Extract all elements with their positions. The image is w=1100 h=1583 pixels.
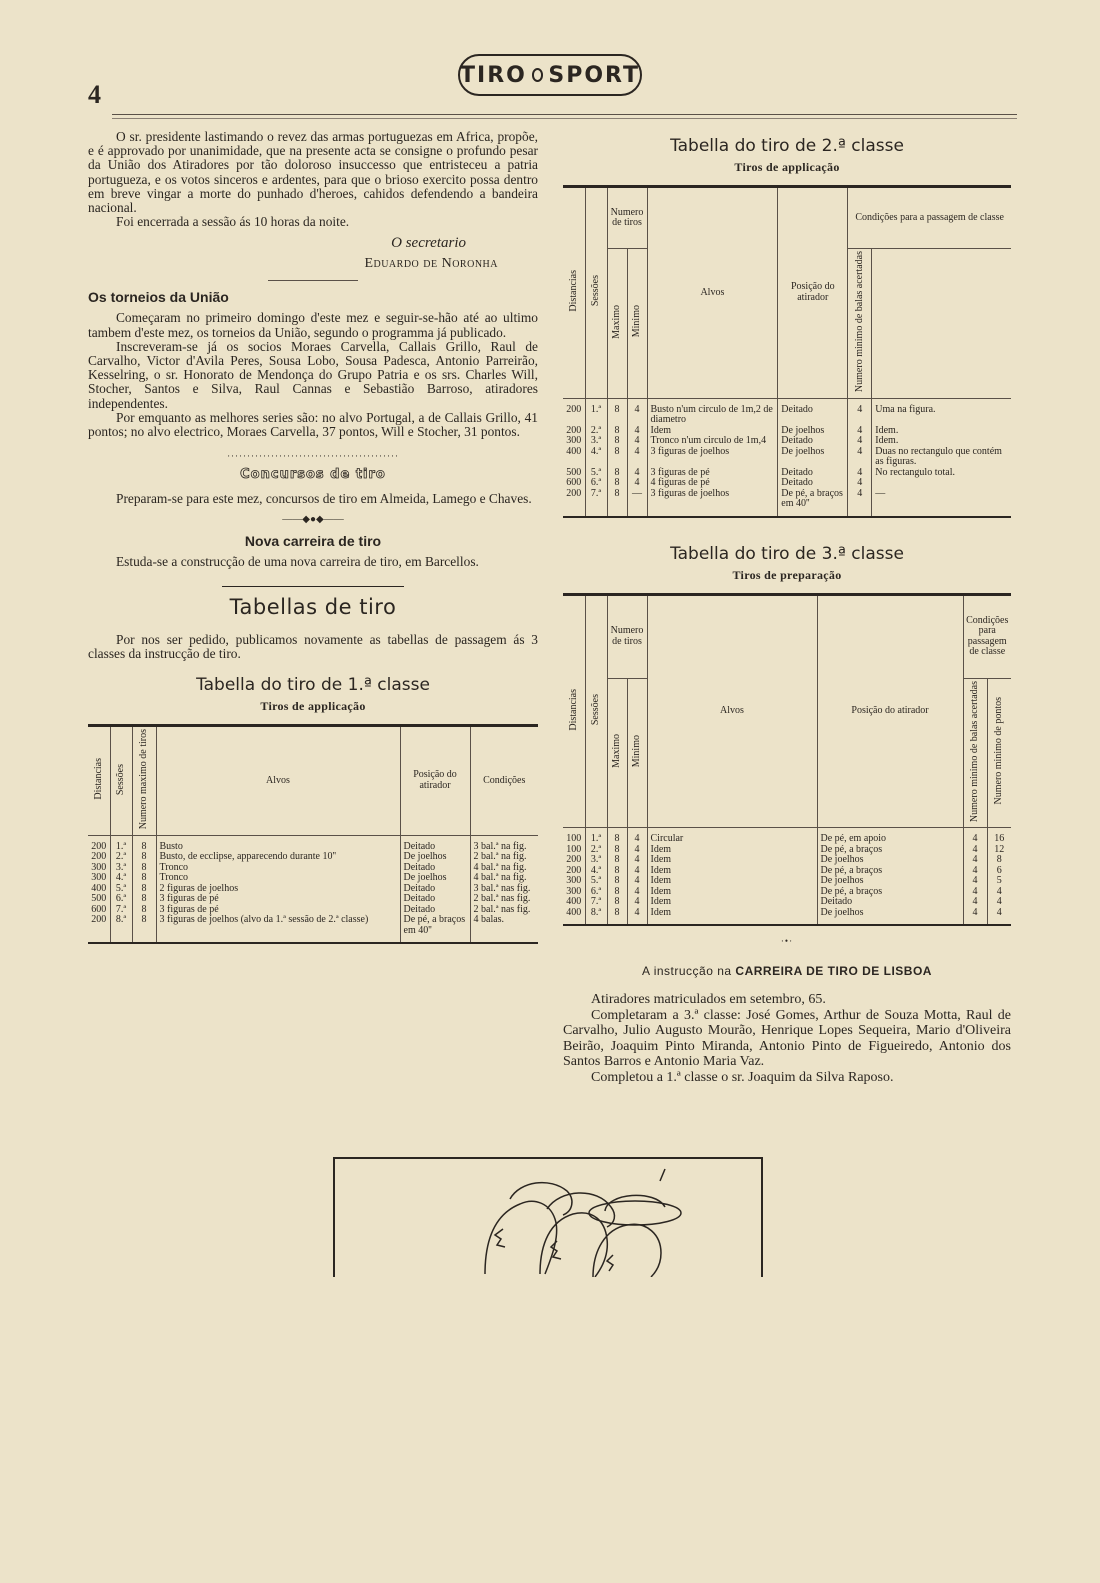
table-cell: 6.ª xyxy=(585,478,607,489)
table-cell: 1.ª xyxy=(585,398,607,426)
table1 xyxy=(88,724,538,944)
table-cell: 4 xyxy=(963,897,987,908)
table-cell: 8 xyxy=(607,855,627,866)
concursos-heading: Concursos de tiro xyxy=(240,467,386,483)
table-cell: Tronco xyxy=(156,863,400,874)
table-cell: 4 xyxy=(627,436,647,447)
table-cell: Idem. xyxy=(875,435,899,447)
table-cell: 4 xyxy=(627,855,647,866)
table-cell: Duas no rectangulo que contém as figuras. xyxy=(875,445,1002,468)
concursos-p1: Preparam-se para este mez, concursos de tiro em Almeida, Lamego e Chaves. xyxy=(116,491,532,507)
table-cell: 4 xyxy=(963,855,987,866)
table-cell: De pé, em apoio xyxy=(817,828,963,845)
table-row xyxy=(563,908,1011,926)
table-cell: De joelhos xyxy=(817,908,963,926)
table-cell: Deitado xyxy=(778,468,848,479)
table-cell: 3 figuras de joelhos (alvo da 1.ª sessão de 2.ª classe) xyxy=(156,915,400,943)
table-cell: 100 xyxy=(563,828,585,845)
torneios-p1: Começaram no primeiro domingo d'este mez e seguir-se-hão até ao ultimo tambem d'este mez, os torneios da União, segundo o programma já publicado. xyxy=(88,310,538,340)
table-cell: 4 xyxy=(848,426,872,437)
table2-header-condicoes: Condições para a passagem de classe xyxy=(848,187,1011,249)
table-cell: Deitado xyxy=(778,436,848,447)
table-cell: 300 xyxy=(563,887,585,898)
table-cell: 8 xyxy=(607,478,627,489)
table-row xyxy=(88,852,538,863)
table-cell: 200 xyxy=(563,855,585,866)
table-cell: 400 xyxy=(88,884,110,895)
ornament-divider: ——◆●◆—— xyxy=(282,514,344,526)
table-cell: 4 xyxy=(848,489,872,517)
table-cell: 4 xyxy=(627,398,647,426)
table-cell: Deitado xyxy=(817,897,963,908)
table-cell: 2.ª xyxy=(585,426,607,437)
table-cell: 4 xyxy=(627,897,647,908)
table-cell: Busto xyxy=(156,835,400,852)
instrucao-p3: Completou a 1.ª classe o sr. Joaquim da Silva Raposo. xyxy=(591,1069,894,1085)
table2-header-maximo: Maximo xyxy=(610,304,622,339)
table-cell: — xyxy=(875,487,886,499)
table-cell: De pé, a braços xyxy=(817,866,963,877)
table1-header-distancias: Distancias xyxy=(92,758,104,801)
table2-header-minimo: Minimo xyxy=(630,305,642,338)
table2-header-balas: Numero minimo de balas acertadas xyxy=(853,251,865,393)
table-cell: 8 xyxy=(607,398,627,426)
table-row xyxy=(563,489,1011,517)
carreira-heading: Nova carreira de tiro xyxy=(244,533,382,550)
table-cell: 4 figuras de pé xyxy=(647,478,778,489)
table-cell: 4 xyxy=(627,828,647,845)
closing-paragraph: Foi encerrada a sessão ás 10 horas da noite. xyxy=(116,214,350,230)
table-cell: 200 xyxy=(563,426,585,437)
table-cell: 8 xyxy=(607,426,627,437)
table3-subtitle: Tiros de preparação xyxy=(732,567,842,582)
table-cell: Circular xyxy=(647,828,817,845)
table-cell: — xyxy=(627,489,647,517)
table-cell: 4 xyxy=(963,866,987,877)
table-cell: 3 bal.ª nas fig. xyxy=(473,882,531,894)
left-column xyxy=(88,130,538,944)
table-cell: 2 bal.ª nas fig. xyxy=(473,903,531,915)
table-cell: 300 xyxy=(88,863,110,874)
masthead-logo xyxy=(458,54,642,96)
table-row xyxy=(563,828,1011,845)
table-cell: 6.ª xyxy=(110,894,132,905)
table-cell: 8 xyxy=(132,884,156,895)
table3-header-maximo: Maximo xyxy=(610,734,622,769)
three-ladies-in-hats-illustration xyxy=(335,1159,761,1277)
table-cell: 3 figuras de pé xyxy=(647,468,778,479)
table3-header-posicao: Posição do atirador xyxy=(817,594,963,828)
table-cell: 1.ª xyxy=(110,835,132,852)
table-cell: 400 xyxy=(563,908,585,926)
table-cell: 600 xyxy=(563,478,585,489)
table-cell: 4 xyxy=(996,885,1002,897)
table-cell: 6.ª xyxy=(585,887,607,898)
carreira-p1: Estuda-se a construcção de uma nova carreira de tiro, em Barcellos. xyxy=(116,554,479,570)
table-cell: Idem xyxy=(647,897,817,908)
table1-title: Tabella do tiro de 1.ª classe xyxy=(196,675,430,696)
table-cell: 8.ª xyxy=(110,915,132,943)
table-cell: 3 figuras de joelhos xyxy=(647,489,778,517)
table-cell: 5.ª xyxy=(110,884,132,895)
table-cell: Deitado xyxy=(400,863,470,874)
table-cell: De joelhos xyxy=(400,873,470,884)
table-row xyxy=(563,447,1011,468)
table2-subtitle: Tiros de applicação xyxy=(734,160,840,174)
masthead-word-2: SPORT xyxy=(548,62,640,88)
signature-label: O secretario xyxy=(391,235,466,252)
table-cell: 8 xyxy=(607,897,627,908)
table-cell: Idem xyxy=(647,908,817,926)
table-cell: De pé, a braços xyxy=(817,887,963,898)
table-cell: 300 xyxy=(563,436,585,447)
table2-header-posicao: Posição do atirador xyxy=(778,187,848,399)
table1-header-sessoes: Sessões xyxy=(114,763,126,795)
table-cell: 3 bal.ª na fig. xyxy=(473,840,527,852)
table-cell: Idem xyxy=(647,866,817,877)
right-column xyxy=(563,130,1011,1085)
table-cell: 5 xyxy=(996,875,1002,887)
table-cell: 4 xyxy=(848,478,872,489)
table-cell: 300 xyxy=(563,876,585,887)
table-cell: 2 figuras de joelhos xyxy=(156,884,400,895)
table-cell: 2.ª xyxy=(110,852,132,863)
table-cell: De pé, a braços em 40'' xyxy=(778,489,848,517)
table-cell: Deitado xyxy=(778,398,848,426)
table-cell: 8 xyxy=(607,876,627,887)
table-cell: 500 xyxy=(563,468,585,479)
table-cell: Tronco xyxy=(156,873,400,884)
table-cell: 8 xyxy=(132,852,156,863)
table-cell: 400 xyxy=(563,447,585,468)
table-cell: 4 xyxy=(963,887,987,898)
table2-header-alvos: Alvos xyxy=(647,187,778,399)
table-cell: 8 xyxy=(607,845,627,856)
table-cell: 2.ª xyxy=(585,845,607,856)
table-cell: De joelhos xyxy=(817,876,963,887)
table-row xyxy=(563,866,1011,877)
table-cell: 200 xyxy=(88,915,110,943)
table-cell: 4.ª xyxy=(585,866,607,877)
table2-body xyxy=(563,398,1011,517)
table-cell: 8 xyxy=(607,489,627,517)
table-cell: 4 xyxy=(627,908,647,926)
table-cell: 4 xyxy=(963,876,987,887)
table-row xyxy=(563,897,1011,908)
table1-subtitle: Tiros de applicação xyxy=(260,699,366,714)
masthead-word-1: TIRO xyxy=(460,62,527,88)
header-rule xyxy=(112,114,1017,115)
table-cell: Idem xyxy=(647,887,817,898)
table-row xyxy=(88,915,538,943)
header-rule-thin xyxy=(112,118,1017,119)
table-cell: 4 xyxy=(627,866,647,877)
table-cell: 4 xyxy=(627,845,647,856)
table-cell: Deitado xyxy=(778,478,848,489)
table-cell: De pé, a braços xyxy=(817,845,963,856)
instrucao-heading-main: CARREIRA DE TIRO DE LISBOA xyxy=(735,964,932,979)
table-cell: 200 xyxy=(563,866,585,877)
target-icon xyxy=(532,68,544,82)
table-cell: 8 xyxy=(996,854,1002,866)
table-row xyxy=(563,436,1011,447)
table-cell: 200 xyxy=(563,489,585,517)
table-cell: Idem xyxy=(647,845,817,856)
table-cell: 4 xyxy=(848,447,872,468)
table-cell: 200 xyxy=(88,835,110,852)
table-cell: 8.ª xyxy=(585,908,607,926)
table-cell: 4 xyxy=(963,908,987,926)
table-cell: 8 xyxy=(607,828,627,845)
signature-name: Eduardo de Noronha xyxy=(364,256,498,272)
tabellas-heading: Tabellas de tiro xyxy=(229,594,397,619)
table-cell: 8 xyxy=(607,908,627,926)
table-row xyxy=(88,863,538,874)
torneios-p3: Por emquanto as melhores series são: no alvo Portugal, a de Callais Grillo, 41 pontos; no alvo electrico, Moraes Carvella, 37 pontos, Will e Stocher, 31 pontos. xyxy=(88,409,538,440)
instrucao-p2: Completaram a 3.ª classe: José Gomes, Arthur de Souza Motta, Raul de Carvalho, Julio Augusto Mourão, Henrique Lopes Sequeira, Mario d'Oliveira Beirão, Joaquim Pinto Miranda, Antonio Pinto de Figueiredo, Antonio dos Santos Barros e Antonio Maria Vaz. xyxy=(563,1007,1011,1070)
table-cell: 3.ª xyxy=(585,436,607,447)
instrucao-p1: Atiradores matriculados em setembro, 65. xyxy=(591,992,826,1008)
table3-header-alvos: Alvos xyxy=(647,594,817,828)
table-cell: 4 xyxy=(627,887,647,898)
table-cell: 5.ª xyxy=(585,468,607,479)
table-cell: 4.ª xyxy=(110,873,132,884)
torneios-p2: Inscreveram-se já os socios Moraes Carvella, Callais Grillo, Raul de Carvalho, Victor d'Avila Peres, Sousa Lobo, Sousa Padesca, Antonio Parreirão, Kesselring, o sr. Honorato de Mendonça do Grupo Patria e os srs. Charles Will, Stocher, Santos e Silva, Raul Cannas e Sebastião Barroso, atiradores independentes. xyxy=(88,338,538,411)
table3-header-condicoes: Condições para passagem de classe xyxy=(963,594,1011,678)
dotted-divider-small: ·•· xyxy=(780,936,794,947)
table-cell: 2 bal.ª na fig. xyxy=(473,851,527,863)
table-cell: 4 bal.ª na fig. xyxy=(473,872,527,884)
table-cell: De joelhos xyxy=(400,852,470,863)
page-number: 4 xyxy=(88,80,101,109)
table-cell: 1.ª xyxy=(585,828,607,845)
table3-header-sessoes: Sessões xyxy=(589,694,601,726)
table-row xyxy=(563,478,1011,489)
table3-header-tiros: Numero de tiros xyxy=(607,594,647,678)
table3-header-balas: Numero minimo de balas acertadas xyxy=(968,680,980,822)
table2-title: Tabella do tiro de 2.ª classe xyxy=(670,136,904,156)
table-row xyxy=(88,873,538,884)
table-row xyxy=(563,887,1011,898)
table-cell: 8 xyxy=(607,436,627,447)
table3-title: Tabella do tiro de 3.ª classe xyxy=(670,543,904,564)
table-row xyxy=(563,845,1011,856)
table-cell: Idem xyxy=(647,426,778,437)
table-cell: Tronco n'um circulo de 1m,4 xyxy=(647,436,778,447)
table-cell: Deitado xyxy=(400,884,470,895)
table-cell xyxy=(872,478,1011,489)
table-row xyxy=(563,876,1011,887)
table-cell: 8 xyxy=(132,905,156,916)
table-row xyxy=(563,398,1011,426)
table-cell: De joelhos xyxy=(778,426,848,437)
table-row xyxy=(88,894,538,905)
table1-header-posicao: Posição do atirador xyxy=(400,726,470,836)
table-cell: Deitado xyxy=(400,894,470,905)
table1-header-tiros: Numero maximo de tiros xyxy=(137,729,149,830)
table-row xyxy=(88,884,538,895)
table-cell: 3 figuras de pé xyxy=(156,905,400,916)
table-cell: 8 xyxy=(607,887,627,898)
table-cell: 500 xyxy=(88,894,110,905)
table1-header-alvos: Alvos xyxy=(156,726,400,836)
table-cell: 4 xyxy=(627,426,647,437)
table-cell: 6 xyxy=(996,864,1002,876)
table-cell: Idem xyxy=(647,876,817,887)
table-cell: Idem xyxy=(647,855,817,866)
table-cell: 3.ª xyxy=(585,855,607,866)
table-cell: De joelhos xyxy=(778,447,848,468)
table-cell: 7.ª xyxy=(585,897,607,908)
table-cell: 4 xyxy=(963,845,987,856)
table-cell: 16 xyxy=(994,833,1005,845)
table-cell: 8 xyxy=(132,894,156,905)
table-cell: 400 xyxy=(563,897,585,908)
table-cell: No rectangulo total. xyxy=(875,466,955,478)
illustration-frame xyxy=(333,1157,763,1277)
table-cell: 3.ª xyxy=(110,863,132,874)
table-cell: 4 xyxy=(848,398,872,426)
table2-header-tiros: Numero de tiros xyxy=(607,187,647,249)
table-cell: De joelhos xyxy=(817,855,963,866)
table-cell: Busto, de ecclipse, apparecendo durante 10'' xyxy=(156,852,400,863)
table3 xyxy=(563,593,1011,927)
table-cell: 8 xyxy=(132,863,156,874)
table2-header-sessoes: Sessões xyxy=(589,275,601,307)
table-cell: 4 xyxy=(627,478,647,489)
table3-body xyxy=(563,828,1011,926)
table-cell: 8 xyxy=(607,468,627,479)
table-cell: 8 xyxy=(607,447,627,468)
table3-header-distancias: Distancias xyxy=(567,688,579,731)
table3-header-pontos: Numero minimo de pontos xyxy=(993,697,1004,805)
dotted-divider: ··········································· xyxy=(227,451,399,462)
table-cell: 8 xyxy=(132,835,156,852)
table-cell: 4 xyxy=(627,876,647,887)
table2-header-distancias: Distancias xyxy=(567,270,579,312)
table-cell: 4 bal.ª na fig. xyxy=(473,861,527,873)
table-cell: 12 xyxy=(994,843,1005,855)
table3-header-minimo: Minimo xyxy=(630,734,642,768)
table-row xyxy=(88,835,538,852)
tabellas-p1: Por nos ser pedido, publicamos novamente as tabellas de passagem ás 3 classes da instrucção de tiro. xyxy=(88,631,538,661)
table2-header-blank xyxy=(872,249,1011,399)
table-cell: 4 xyxy=(996,896,1002,908)
acta-paragraph: O sr. presidente lastimando o revez das armas portuguezas em Africa, propõe, e é approvado por unanimidade, que na presente acta se consigne o profundo pesar da União dos Atiradores por tão doloroso insuccesso que entristeceu a patria portugueza, e os votos sinceros e ardentes, para que o brioso exercito possa dentro em breve vingar a morte do punhado d'heroes, cahidos defendendo a bandeira nacional. xyxy=(88,129,538,216)
table-cell: 4 xyxy=(627,468,647,479)
table-cell: 5.ª xyxy=(585,876,607,887)
table-cell: 100 xyxy=(563,845,585,856)
table-cell: 3 figuras de joelhos xyxy=(647,447,778,468)
table-cell: 7.ª xyxy=(585,489,607,517)
table1-body xyxy=(88,835,538,943)
torneios-heading: Os torneios da União xyxy=(88,289,229,306)
table-cell: Busto n'um circulo de 1m,2 de diametro xyxy=(647,398,778,426)
table-cell: De pé, a braços em 40'' xyxy=(400,915,470,943)
table-row xyxy=(563,855,1011,866)
section-rule xyxy=(222,586,404,587)
table-cell: 600 xyxy=(88,905,110,916)
table-cell: 4 xyxy=(963,828,987,845)
table-cell: 4.ª xyxy=(585,447,607,468)
table-cell: 4 xyxy=(627,447,647,468)
table-cell: 8 xyxy=(132,873,156,884)
table-cell: 8 xyxy=(607,866,627,877)
section-divider xyxy=(268,280,358,281)
table-cell: Uma na figura. xyxy=(875,403,936,415)
table-cell: 4 xyxy=(848,436,872,447)
table-cell: Deitado xyxy=(400,835,470,852)
table-cell: 4 balas. xyxy=(473,914,505,926)
table2 xyxy=(563,185,1011,518)
table-cell: 3 figuras de pé xyxy=(156,894,400,905)
table-cell: 4 xyxy=(848,468,872,479)
table-cell: 8 xyxy=(132,915,156,943)
table-cell: 200 xyxy=(563,398,585,426)
table-cell: 200 xyxy=(88,852,110,863)
table-cell: 2 bal.ª nas fig. xyxy=(473,893,531,905)
instrucao-heading xyxy=(563,964,1011,978)
table-cell: Idem. xyxy=(875,424,899,436)
table1-header-condicoes: Condições xyxy=(470,726,538,836)
instrucao-heading-pre: A instrucção na xyxy=(642,964,736,979)
table-cell: 300 xyxy=(88,873,110,884)
table-cell: 4 xyxy=(996,906,1002,918)
table-cell: Deitado xyxy=(400,905,470,916)
table-cell: 7.ª xyxy=(110,905,132,916)
